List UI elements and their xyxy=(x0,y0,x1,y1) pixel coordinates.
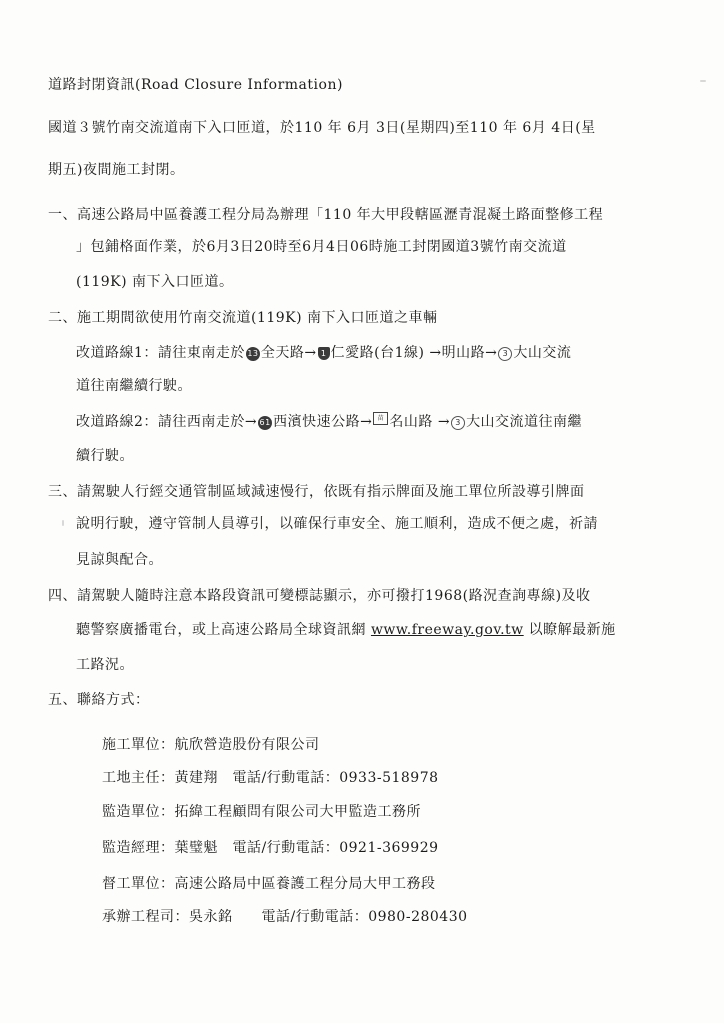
freeway3-badge-icon: 3 xyxy=(498,347,512,361)
section5-heading: 五、聯絡方式： xyxy=(48,692,150,708)
section4-line-3: 工路況。 xyxy=(76,657,134,673)
route2-text-a: 改道路線2：請往西南走於→ xyxy=(76,414,258,430)
intro-line-1: 國道３號竹南交流道南下入口匝道，於110 年 6月 3日(星期四)至110 年 6月 4日(星 xyxy=(48,120,596,136)
section3-line-2: 說明行駛，遵守管制人員導引，以確保行車安全、施工順利，造成不便之處，祈請 xyxy=(76,516,598,532)
contact-construction-unit: 施工單位：航欣營造股份有限公司 xyxy=(102,737,320,753)
contact-supervision-unit: 監造單位：拓緯工程顧問有限公司大甲監造工務所 xyxy=(102,804,421,820)
section4-line-2 xyxy=(76,620,704,640)
route61-badge-icon: 61 xyxy=(258,416,272,430)
route2-text-d: 大山交流道往南繼 xyxy=(466,414,583,430)
contact-inspection-unit: 督工單位：高速公路局中區養護工程分局大甲工務段 xyxy=(102,876,436,892)
intro-line-2: 期五)夜間施工封閉。 xyxy=(48,162,185,178)
highway1-shield-icon: 1 xyxy=(318,347,330,360)
section1-line-3: (119K) 南下入口匝道。 xyxy=(76,274,234,290)
route1-text-b: 全天路→ xyxy=(260,345,317,361)
route1-text-a: 改道路線1：請往東南走於 xyxy=(76,345,245,361)
contact-supervision-manager: 監造經理：葉璧魁 電話/行動電話：0921-369929 xyxy=(102,840,439,856)
section3-line-3: 見諒與配合。 xyxy=(76,552,163,568)
route2-line-2: 續行駛。 xyxy=(76,448,134,464)
section1-line-2: 」包鋪格面作業，於6月3日20時至6月4日06時施工封閉國道3號竹南交流道 xyxy=(76,239,567,255)
section4-text-a: 聽警察廣播電台，或上高速公路局全球資訊網 xyxy=(76,622,366,638)
section2-heading: 二、施工期間欲使用竹南交流道(119K) 南下入口匝道之車輛 xyxy=(48,310,438,326)
section3-line-1: 三、請駕駛人行經交通管制區域減速慢行，依既有指示牌面及施工單位所設導引牌面 xyxy=(48,484,585,500)
section4-text-b: 以瞭解最新施 xyxy=(528,622,616,638)
route2-line-1 xyxy=(76,412,704,432)
contact-site-manager: 工地主任：黃建翔 電話/行動電話：0933-518978 xyxy=(102,770,439,786)
county-road-sign-icon: 苗 xyxy=(373,412,388,425)
section4-line-1: 四、請駕駛人隨時注意本路段資訊可變標誌顯示，亦可撥打1968(路況查詢專線)及收 xyxy=(48,588,591,604)
route13-badge-icon: 13 xyxy=(246,347,260,361)
route1-line-2: 道往南繼續行駛。 xyxy=(76,378,192,394)
route1-line-1 xyxy=(76,343,704,363)
route2-text-b: 西濱快速公路→ xyxy=(273,414,373,430)
freeway-website-link[interactable]: www.freeway.gov.tw xyxy=(370,622,524,638)
doc-title: 道路封閉資訊(Road Closure Information) xyxy=(48,77,343,93)
route1-text-d: 大山交流 xyxy=(513,345,572,361)
section1-line-1: 一、高速公路局中區養護工程分局為辦理「110 年大甲段轄區瀝青混凝土路面整修工程 xyxy=(48,207,604,223)
contact-engineer: 承辦工程司：吳永銘 電話/行動電話：0980-280430 xyxy=(102,909,468,925)
freeway3-badge-icon: 3 xyxy=(451,416,465,430)
scan-speck xyxy=(62,520,64,526)
route2-text-c: 名山路 → xyxy=(389,414,451,430)
route1-text-c: 仁愛路(台1線) →明山路→ xyxy=(330,345,498,361)
